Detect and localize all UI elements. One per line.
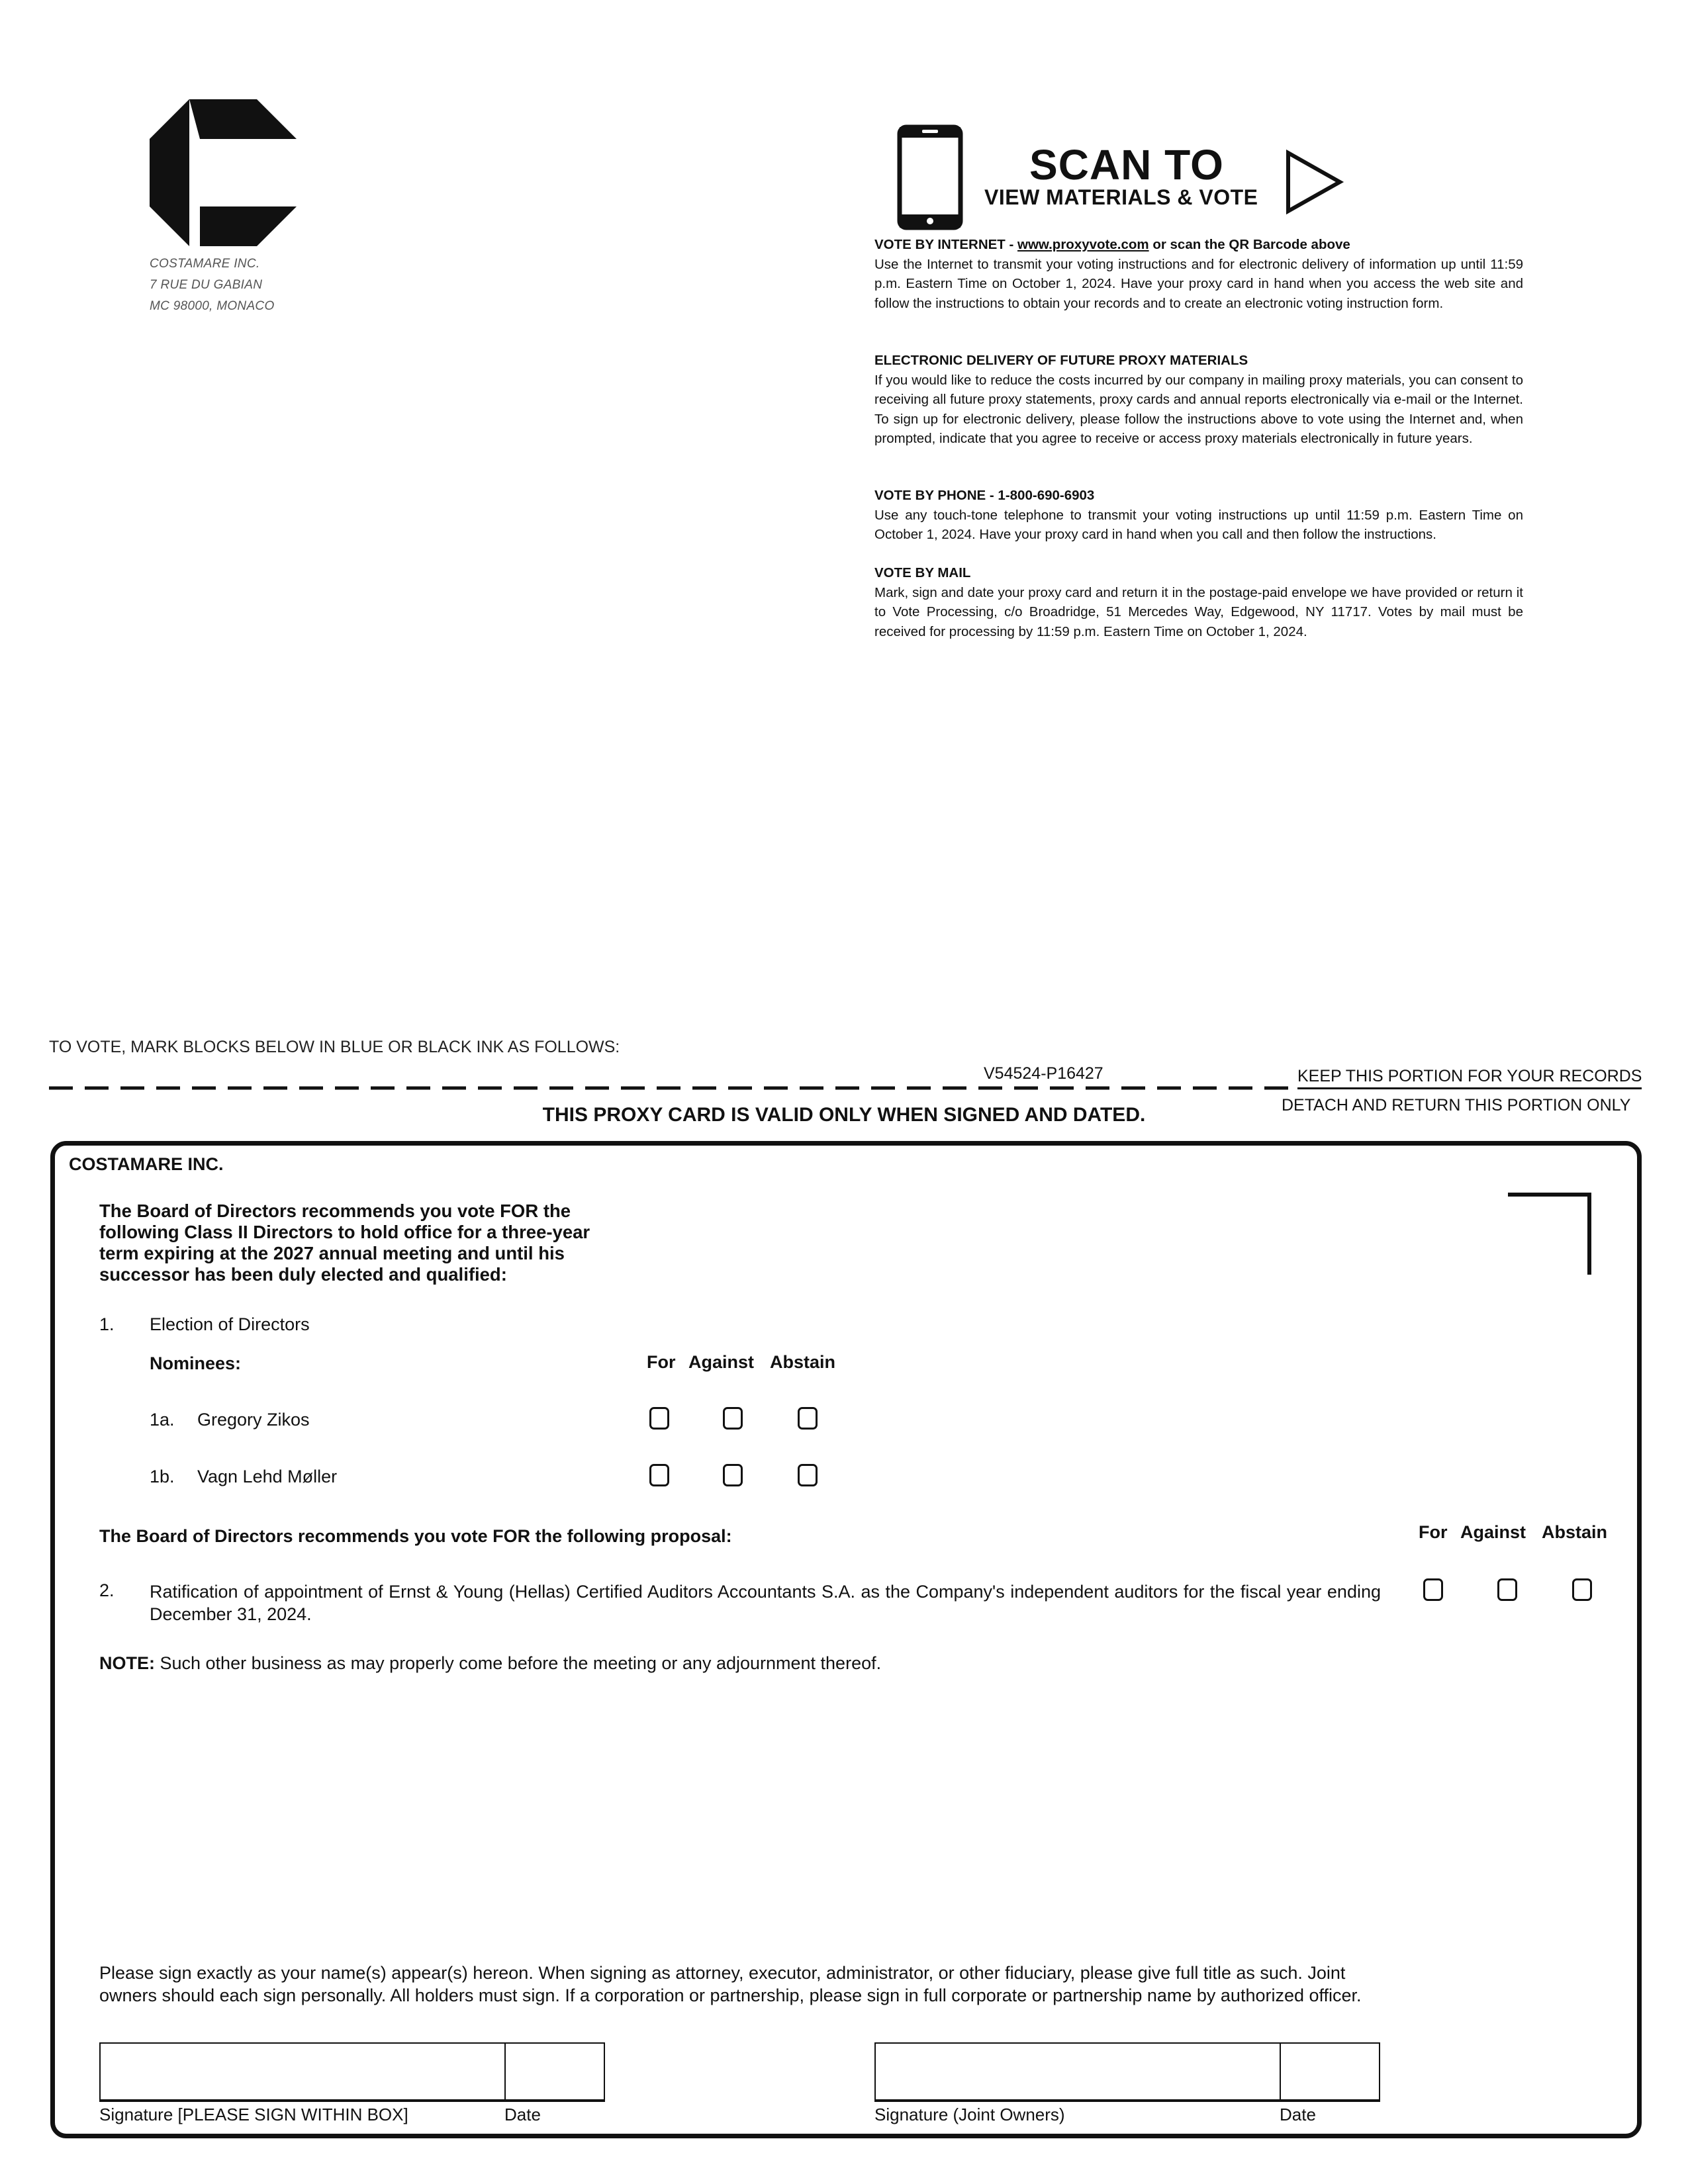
signature-box[interactable] xyxy=(99,2042,605,2102)
card-company-name: COSTAMARE INC. xyxy=(69,1154,224,1174)
date-label: Date xyxy=(504,2105,541,2124)
scan-title: SCAN TO xyxy=(1029,141,1224,189)
item2-number: 2. xyxy=(99,1580,115,1600)
proposal2-for-checkbox[interactable] xyxy=(1423,1578,1443,1601)
signing-instructions: Please sign exactly as your name(s) appear(s) hereon. When signing as attorney, executor, administrator, or other fiduciary, please give full title as such. Joint owners should each sign personally. All holders must sign. If a corporation or partnership, please sign in full corporate or partnership name by authorized officer. xyxy=(99,1963,1362,2005)
valid-notice: THIS PROXY CARD IS VALID ONLY WHEN SIGNED AND DATED. xyxy=(542,1104,1146,1126)
col-against-header: Against xyxy=(688,1352,755,1372)
proposal2-abstain-checkbox[interactable] xyxy=(1572,1578,1592,1601)
nominees-label: Nominees: xyxy=(150,1353,242,1373)
electronic-delivery-body: If you would like to reduce the costs incurred by our company in mailing proxy materials, you can consent to receiving all future proxy statements, proxy cards and annual reports electronically via e-mail or the Internet. To sign up for electronic delivery, please follow the instructions above to vote using the Internet and, when prompted, indicate that you agree to receive or access proxy materials electronically in future years. xyxy=(874,372,1523,446)
vote-phone-heading: VOTE BY PHONE - 1-800-690-6903 xyxy=(874,488,1095,503)
address-line-2: 7 RUE DU GABIAN xyxy=(150,278,263,292)
nominee-1b-abstain-checkbox[interactable] xyxy=(798,1464,818,1486)
board-recommendation-directors: The Board of Directors recommends you vote FOR the following Class II Directors to hold office for a three-year term expiring at the 2027 annual meeting and until his successor has been duly elected and qualified: xyxy=(99,1201,590,1285)
nominee-1b-number: 1b. xyxy=(150,1467,175,1486)
vote-phone-body: Use any touch-tone telephone to transmit your voting instructions up until 11:59 p.m. Eastern Time on October 1, 2024. Have your proxy card in hand when you call and then follow the instructions. xyxy=(874,507,1523,542)
corner-mark xyxy=(1508,1193,1591,1275)
keep-portion-label: KEEP THIS PORTION FOR YOUR RECORDS xyxy=(1297,1067,1642,1089)
to-vote-instruction: TO VOTE, MARK BLOCKS BELOW IN BLUE OR BLACK INK AS FOLLOWS: xyxy=(49,1038,620,1056)
nominee-1b-for-checkbox[interactable] xyxy=(649,1464,669,1486)
proxyvote-link[interactable]: www.proxyvote.com xyxy=(1017,237,1149,252)
smartphone-icon xyxy=(897,124,963,230)
vote-internet-heading-suffix: or scan the QR Barcode above xyxy=(1149,237,1350,252)
detach-dashed-line xyxy=(49,1085,1296,1091)
col-for-header: For xyxy=(647,1352,676,1372)
nominee-1a-number: 1a. xyxy=(150,1410,175,1430)
item1-number: 1. xyxy=(99,1314,115,1334)
scan-subtitle: VIEW MATERIALS & VOTE xyxy=(984,185,1258,209)
company-logo xyxy=(150,99,297,246)
address-line-1: COSTAMARE INC. xyxy=(150,257,260,271)
joint-signature-date-divider xyxy=(1280,2042,1281,2099)
nominee-1b-name: Vagn Lehd Møller xyxy=(197,1467,338,1486)
proposal2-against-checkbox[interactable] xyxy=(1497,1578,1517,1601)
joint-date-label: Date xyxy=(1280,2105,1316,2124)
note-text: Such other business as may properly come before the meeting or any adjournment thereof. xyxy=(155,1653,882,1673)
electronic-delivery-heading: ELECTRONIC DELIVERY OF FUTURE PROXY MATERIALS xyxy=(874,353,1248,368)
vote-mail-section xyxy=(874,563,1523,641)
electronic-delivery-section xyxy=(874,351,1523,449)
item1-title: Election of Directors xyxy=(150,1314,310,1334)
signature-label: Signature [PLEASE SIGN WITHIN BOX] xyxy=(99,2105,408,2124)
vote-internet-heading: VOTE BY INTERNET - xyxy=(874,237,1018,252)
joint-signature-box[interactable] xyxy=(874,2042,1380,2102)
vote-mail-body: Mark, sign and date your proxy card and return it in the postage-paid envelope we have provided or return it to Vote Processing, c/o Broadridge, 51 Mercedes Way, Edgewood, NY 11717. Votes by mail must be received for processing by 11:59 p.m. Eastern Time on October 1, 2024. xyxy=(874,584,1523,639)
detach-return-label: DETACH AND RETURN THIS PORTION ONLY xyxy=(1282,1096,1631,1115)
nominee-1a-for-checkbox[interactable] xyxy=(649,1407,669,1430)
vote-phone-section xyxy=(874,486,1523,545)
control-code: V54524-P16427 xyxy=(984,1064,1103,1083)
note xyxy=(99,1653,881,1674)
col-for-header-2: For xyxy=(1419,1522,1448,1542)
nominee-1a-against-checkbox[interactable] xyxy=(723,1407,743,1430)
address-line-3: MC 98000, MONACO xyxy=(150,299,275,313)
board-recommendation-proposal: The Board of Directors recommends you vote FOR the following proposal: xyxy=(99,1526,732,1546)
note-label: NOTE: xyxy=(99,1653,155,1673)
nominee-1b-against-checkbox[interactable] xyxy=(723,1464,743,1486)
col-abstain-header: Abstain xyxy=(770,1352,836,1372)
play-arrow-icon xyxy=(1284,149,1345,215)
nominee-1a-abstain-checkbox[interactable] xyxy=(798,1407,818,1430)
vote-mail-heading: VOTE BY MAIL xyxy=(874,565,971,580)
col-against-header-2: Against xyxy=(1460,1522,1526,1542)
vote-internet-section xyxy=(874,235,1523,313)
vote-internet-body: Use the Internet to transmit your voting instructions and for electronic delivery of information up until 11:59 p.m. Eastern Time on October 1, 2024. Have your proxy card in hand when you access the web site and follow the instructions to obtain your records and to create an electronic voting instruction form. xyxy=(874,256,1523,311)
item2-text: Ratification of appointment of Ernst & Young (Hellas) Certified Auditors Accountants S.A. as the Company's independent auditors for the fiscal year ending December 31, 2024. xyxy=(150,1582,1381,1624)
joint-signature-label: Signature (Joint Owners) xyxy=(874,2105,1065,2124)
col-abstain-header-2: Abstain xyxy=(1542,1522,1608,1542)
signature-date-divider xyxy=(504,2042,506,2099)
nominee-1a-name: Gregory Zikos xyxy=(197,1410,310,1430)
